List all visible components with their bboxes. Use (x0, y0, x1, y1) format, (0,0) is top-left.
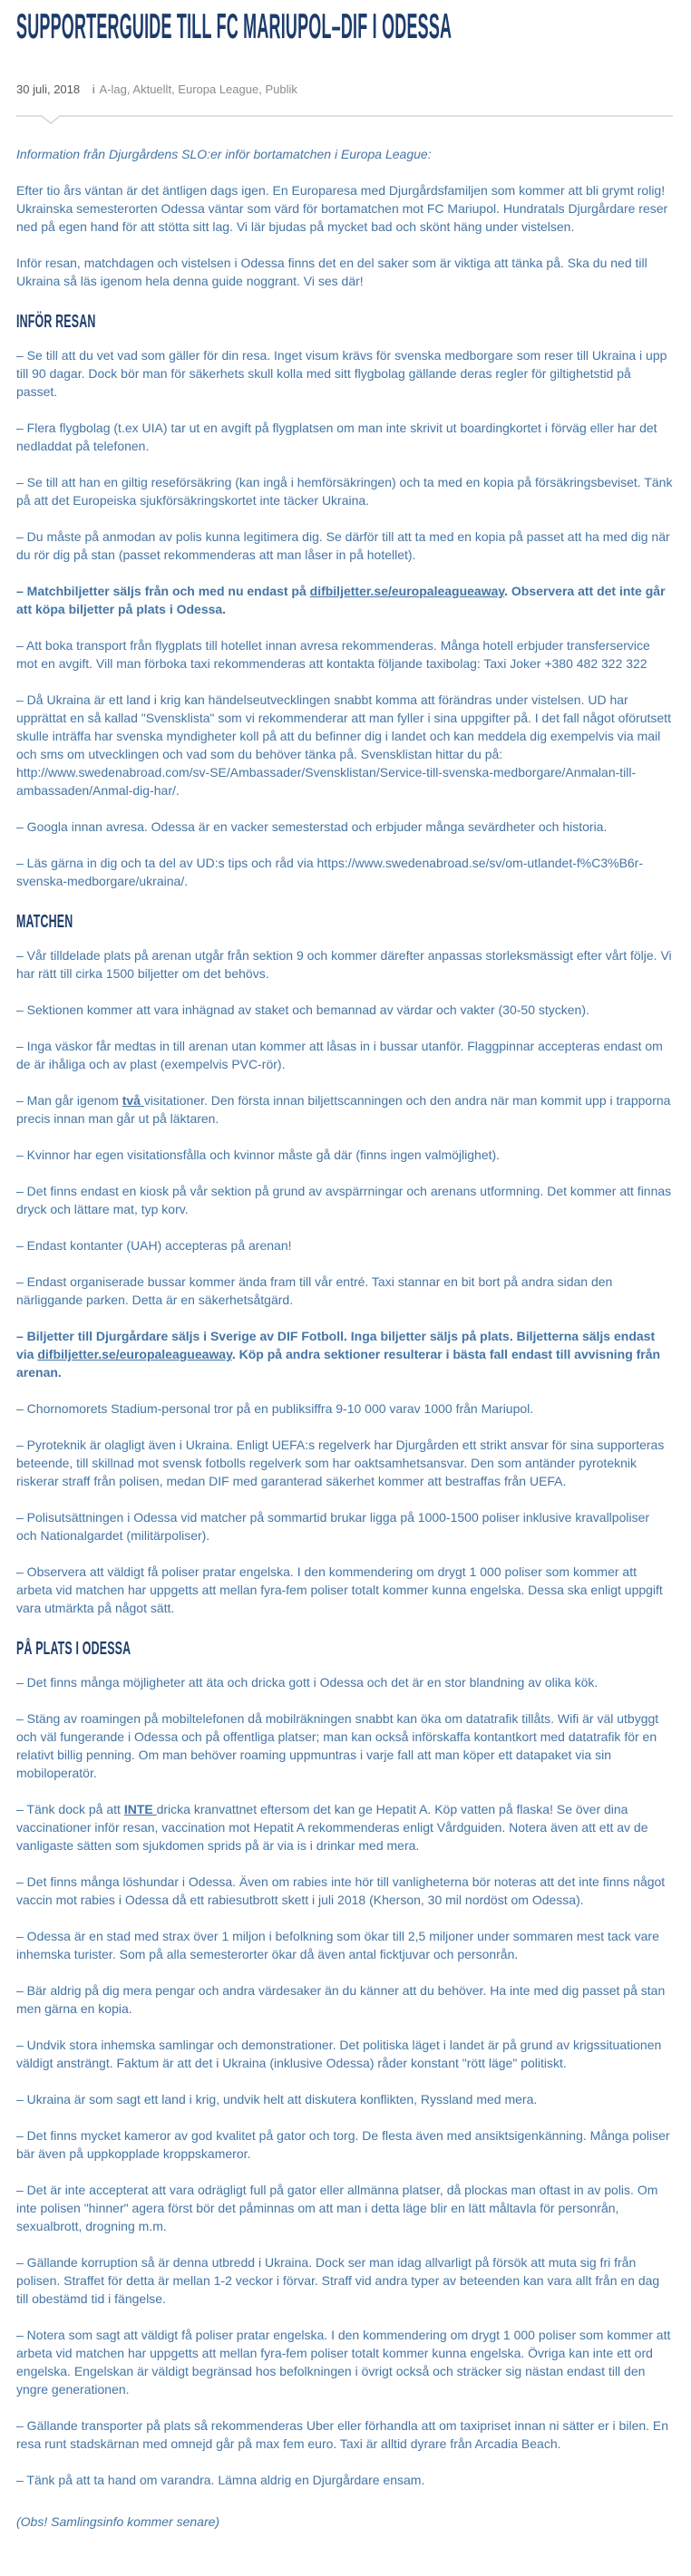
paragraph: – Googla innan avresa. Odessa är en vacker semesterstad och erbjuder många sevärdheter och historia. (16, 819, 608, 834)
category-link[interactable]: Aktuellt , (132, 82, 178, 96)
paragraph-text: – Man går igenom (16, 1093, 122, 1108)
section-heading-infor-resan (16, 312, 673, 332)
section-heading-text: MATCHEN (16, 912, 73, 932)
paragraph: – Chornomorets Stadium-personal tror på en publiksiffra 9-10 000 varav 1000 från Mariupol. (16, 1401, 534, 1416)
paragraph-tickets (16, 1327, 673, 1381)
paragraph-text: visitationer. Den första innan biljettscanningen och den andra när man kommit upp i trapporna precis innan man går ut på läktaren. (16, 1093, 671, 1126)
section-heading-text: PÅ PLATS I ODESSA (16, 1639, 131, 1659)
meta-in-label: i (92, 82, 95, 96)
paragraph: – Bär aldrig på dig mera pengar och andra värdesaker än du känner att du behöver. Ha inte med dig passet på stan men gärna en kopia. (16, 1983, 666, 2016)
paragraph: – Det finns många löshundar i Odessa. Även om rabies inte hör till vanligheterna bör noteras att det inte finns något vaccin mot rabies i Odessa då ett rabiesutbrott skett i juli 2018 (Kherson, 30 mil nordöst om Odessa). (16, 1874, 666, 1907)
paragraph: – Endast kontanter (UAH) accepteras på arenan! (16, 1238, 292, 1253)
paragraph-text: – Biljetter till Djurgårdare säljs i Sverige av DIF Fotboll. Inga biljetter säljs på plats. Biljetterna säljs endast via (16, 1329, 656, 1361)
paragraph: – Tänk på att ta hand om varandra. Lämna aldrig en Djurgårdare ensam. (16, 2473, 425, 2487)
paragraph: – Att boka transport från flygplats till hotellet innan avresa rekommenderas. Många hotell erbjuder transferservice mot en avgift. Vill man förboka taxi rekommenderas att kontakta följande taxibolag: Taxi Joker +380 482 322 322 (16, 638, 650, 671)
category-link[interactable]: Europa League , (178, 82, 265, 96)
emphasis-text: två (122, 1093, 144, 1108)
paragraph: – Flera flygbolag (t.ex UIA) tar ut en avgift på flygplatsen om man inte skrivit ut boardingkortet i förväg eller har det nedladdat på telefonen. (16, 421, 657, 453)
paragraph: – Stäng av roamingen på mobiltelefonen då mobilräkningen snabbt kan öka om datatrafik tillåts. Wifi är väl utbyggt och väl fungerande i Odessa och på offentliga platser; man kan också införskaffa kontantkort med datatrafik för en relativt billig penning. Om man behöver roaming uppmuntras i varje fall att man köper ett datapaket via sin mobiloperatör. (16, 1711, 659, 1780)
paragraph: Inför resan, matchdagen och vistelsen i Odessa finns det en del saker som är viktiga att tänka på. Ska du ned till Ukraina så läs igenom hela denna guide noggrant. Vi ses där! (16, 256, 647, 288)
paragraph-text: – Matchbiljetter säljs från och med nu endast på (16, 584, 310, 598)
paragraph: – Du måste på anmodan av polis kunna legitimera dig. Se därför till att ta med en kopia på passet att ha med dig när du rör dig på stan (passet rekommenderas att man låser in på hotellet). (16, 529, 670, 562)
paragraph: – Läs gärna in dig och ta del av UD:s tips och råd via https://www.swedenabroad.se/sv/om-utlandet-f%C3%B6r-svenska-medborgare/ukraina/. (16, 856, 644, 888)
paragraph-water-warning (16, 1800, 673, 1855)
paragraph: – Ukraina är som sagt ett land i krig, undvik helt att diskutera konflikten, Ryssland med mera. (16, 2092, 538, 2106)
paragraph: – Det finns många möjligheter att äta och dricka gott i Odessa och det är en stor blandning av olika kök. (16, 1675, 599, 1690)
paragraph: – Det är inte accepterat att vara odrägligt full på gator eller allmänna platser, då plockas man oftast in av polis. Om inte polisen "hinner" agera först bör det påminnas om att man i detta läge blir en lätt måltavla för personrån, sexualbrott, drogning m.m. (16, 2183, 658, 2233)
category-link[interactable]: Publik (265, 82, 297, 96)
paragraph-tickets (16, 582, 673, 618)
paragraph: – Det finns mycket kameror av god kvalitet på gator och torg. De flesta även med ansiktsigenkänning. Många poliser bär även på uppkopplade kroppskameror. (16, 2128, 670, 2161)
paragraph-text: . Köp på andra sektioner resulterar i bästa fall endast till avvisning från arenan. (16, 1347, 661, 1380)
paragraph-visitations (16, 1091, 673, 1128)
paragraph: – Det finns endast en kiosk på vår sektion på grund av avspärrningar och arenans utformning. Det kommer att finnas dryck och lättare mat, typ korv. (16, 1184, 672, 1216)
paragraph: – Observera att väldigt få poliser pratar engelska. I den kommendering om drygt 1 000 poliser som kommer att arbeta vid matchen har uppgetts att mellan fyra-fem poliser totalt kommer kunna engelska. Dessa ska enligt uppgift vara utmärkta på något sätt. (16, 1564, 663, 1615)
paragraph: – Notera som sagt att väldigt få poliser pratar engelska. I den kommendering om drygt 1 000 poliser som kommer att arbeta vid matchen har uppgetts att mellan fyra-fem poliser totalt kommer kunna engelska. Övriga kan inte ett ord engelska. Engelskan är väldigt begränsad hos befolkningen i övrigt också och sträcker sig nästan endast till den yngre generationen. (16, 2328, 671, 2397)
paragraph: – Gällande korruption så är denna utbredd i Ukraina. Dock ser man idag allvarligt på försök att muta sig fri från polisen. Straffet för detta är mellan 1-2 veckor i förvar. Straff vid andra typer av beteenden kan vara allt från en dag till obestämd tid i fängelse. (16, 2255, 660, 2306)
paragraph-text: – Tänk dock på att (16, 1802, 124, 1816)
paragraph: – Inga väskor får medtas in till arenan utan kommer att låsas in i bussar utanför. Flaggpinnar accepteras endast om de är ihåliga och av plast (exempelvis PVC-rör). (16, 1039, 663, 1071)
post-meta (16, 82, 673, 96)
paragraph: – Då Ukraina är ett land i krig kan händelseutvecklingen snabbt komma att förändras under vistelsen. UD har upprättat en så kallad "Svensklista" som vi rekommenderar att man fyller i sina uppgifter på. I det fall något oförutsett skulle inträffa har svenska myndigheter koll på att du befinner dig i landet och kan meddela dig exempelvis via mail och sms om utvecklingen och vad som du behöver tänka på. Svensklistan hittar du på: http://www.swedenabroad.com/sv-SE/Ambassader/Svensklistan/Service-till-svenska-medborgare/Anmalan-till-ambassaden/Anmal-dig-har/. (16, 692, 671, 798)
paragraph: – Polisutsättningen i Odessa vid matcher på sommartid brukar ligga på 1000-1500 poliser inklusive kravallpoliser och Nationalgardet (militärpoliser). (16, 1510, 650, 1543)
section-heading-pa-plats-i-odessa (16, 1639, 673, 1659)
paragraph: Efter tio års väntan är det äntligen dags igen. En Europaresa med Djurgårdsfamiljen som kommer att bli grymt rolig! Ukrainska semesterorten Odessa väntar som värd för bortamatchen mot FC Mariupol. Hundratals Djurgårdare reser ned på egen hand för att stötta sitt lag. Vi lär bjudas på mycket bad och skönt häng under vistelsen. (16, 183, 668, 234)
paragraph: – Kvinnor har egen visitationsfålla och kvinnor måste gå där (finns ingen valmöjlighet). (16, 1148, 501, 1162)
divider-chevron-icon (16, 114, 673, 125)
paragraph: – Pyroteknik är olagligt även i Ukraina. Enligt UEFA:s regelverk har Djurgården ett strikt ansvar för sina supporteras beteende, till skillnad mot svensk fotbolls regelverk som har oaktsamhetsansvar. Den som antänder pyroteknik riskerar straff från polisen, medan DIF med garanterad säkerhet kommer att bestraffas från UEFA. (16, 1438, 665, 1488)
paragraph: – Sektionen kommer att vara inhägnad av staket och bemannad av värdar och vakter (30-50 stycken). (16, 1002, 589, 1017)
paragraph: – Undvik stora inhemska samlingar och demonstrationer. Det politiska läget i landet är på grund av krigssituationen väldigt ansträngt. Faktum är att det i Ukraina (inklusive Odessa) råder konstant "rött läge" politiskt. (16, 2038, 662, 2070)
paragraph: – Odessa är en stad med strax över 1 miljon i befolkning som ökar till 2,5 miljoner under sommaren mest tack vare inhemska turister. Som på alla semesterorter ökar då även antal ficktjuvar och personrån. (16, 1929, 659, 1961)
paragraph: – Se till att han en giltig reseförsäkring (kan ingå i hemförsäkringen) och ta med en kopia på försäkringsbeviset. Tänk på att det Europeiska sjukförsäkringskortet inte täcker Ukraina. (16, 475, 673, 508)
footer-note: (Obs! Samlingsinfo kommer senare) (16, 2514, 220, 2529)
paragraph: – Vår tilldelade plats på arenan utgår från sektion 9 och kommer därefter anpassas storleksmässigt efter vårt följe. Vi har rätt till cirka 1500 biljetter om det behövs. (16, 948, 672, 981)
paragraph: – Se till att du vet vad som gäller för din resa. Inget visum krävs för svenska medborgare som reser till Ukraina i upp till 90 dagar. Dock bör man för säkerhets skull kolla med sitt flygbolag gällande deras regler för giltighetstid på passet. (16, 348, 667, 399)
paragraph-text: dricka kranvattnet eftersom det kan ge Hepatit A. Köp vatten på flaska! Se över dina vaccinationer inför resan, vaccination mot Hepatit A rekommenderas enligt Vårdguiden. Notera även att ett av de vanligaste sätten som sjukdomen sprids på är via is i drinkar med mera. (16, 1802, 648, 1853)
difbiljetter-link[interactable]: difbiljetter.se/europaleagueaway (37, 1347, 232, 1361)
emphasis-text: INTE (123, 1802, 157, 1816)
section-heading-matchen (16, 912, 673, 932)
paragraph: – Endast organiserade bussar kommer ända fram till vår entré. Taxi stannar en bit bort på andra sidan den närliggande parken. Detta är en säkerhetsåtgärd. (16, 1274, 613, 1307)
paragraph: – Gällande transporter på plats så rekommenderas Uber eller förhandla att om taxipriset innan ni sätter er i bilen. En resa runt stadskärnan med omnejd går på max fem euro. Taxi är alltid dyrare från Arcadia Beach. (16, 2418, 669, 2451)
divider (16, 114, 673, 125)
category-link[interactable]: A-lag , (100, 82, 133, 96)
page-title (16, 9, 673, 46)
lead-paragraph: Information från Djurgårdens SLO:er inför bortamatchen i Europa League: (16, 147, 432, 161)
section-heading-text: INFÖR RESAN (16, 312, 96, 332)
page-title-text: SUPPORTERGUIDE TILL FC MARIUPOL–DIF I ODESSA (16, 7, 453, 46)
post-date: 30 juli, 2018 (16, 82, 81, 96)
category-list (100, 82, 297, 96)
difbiljetter-link[interactable]: difbiljetter.se/europaleagueaway (309, 584, 505, 598)
paragraph-text: . Observera att det inte går att köpa biljetter på plats i Odessa. (16, 584, 666, 616)
